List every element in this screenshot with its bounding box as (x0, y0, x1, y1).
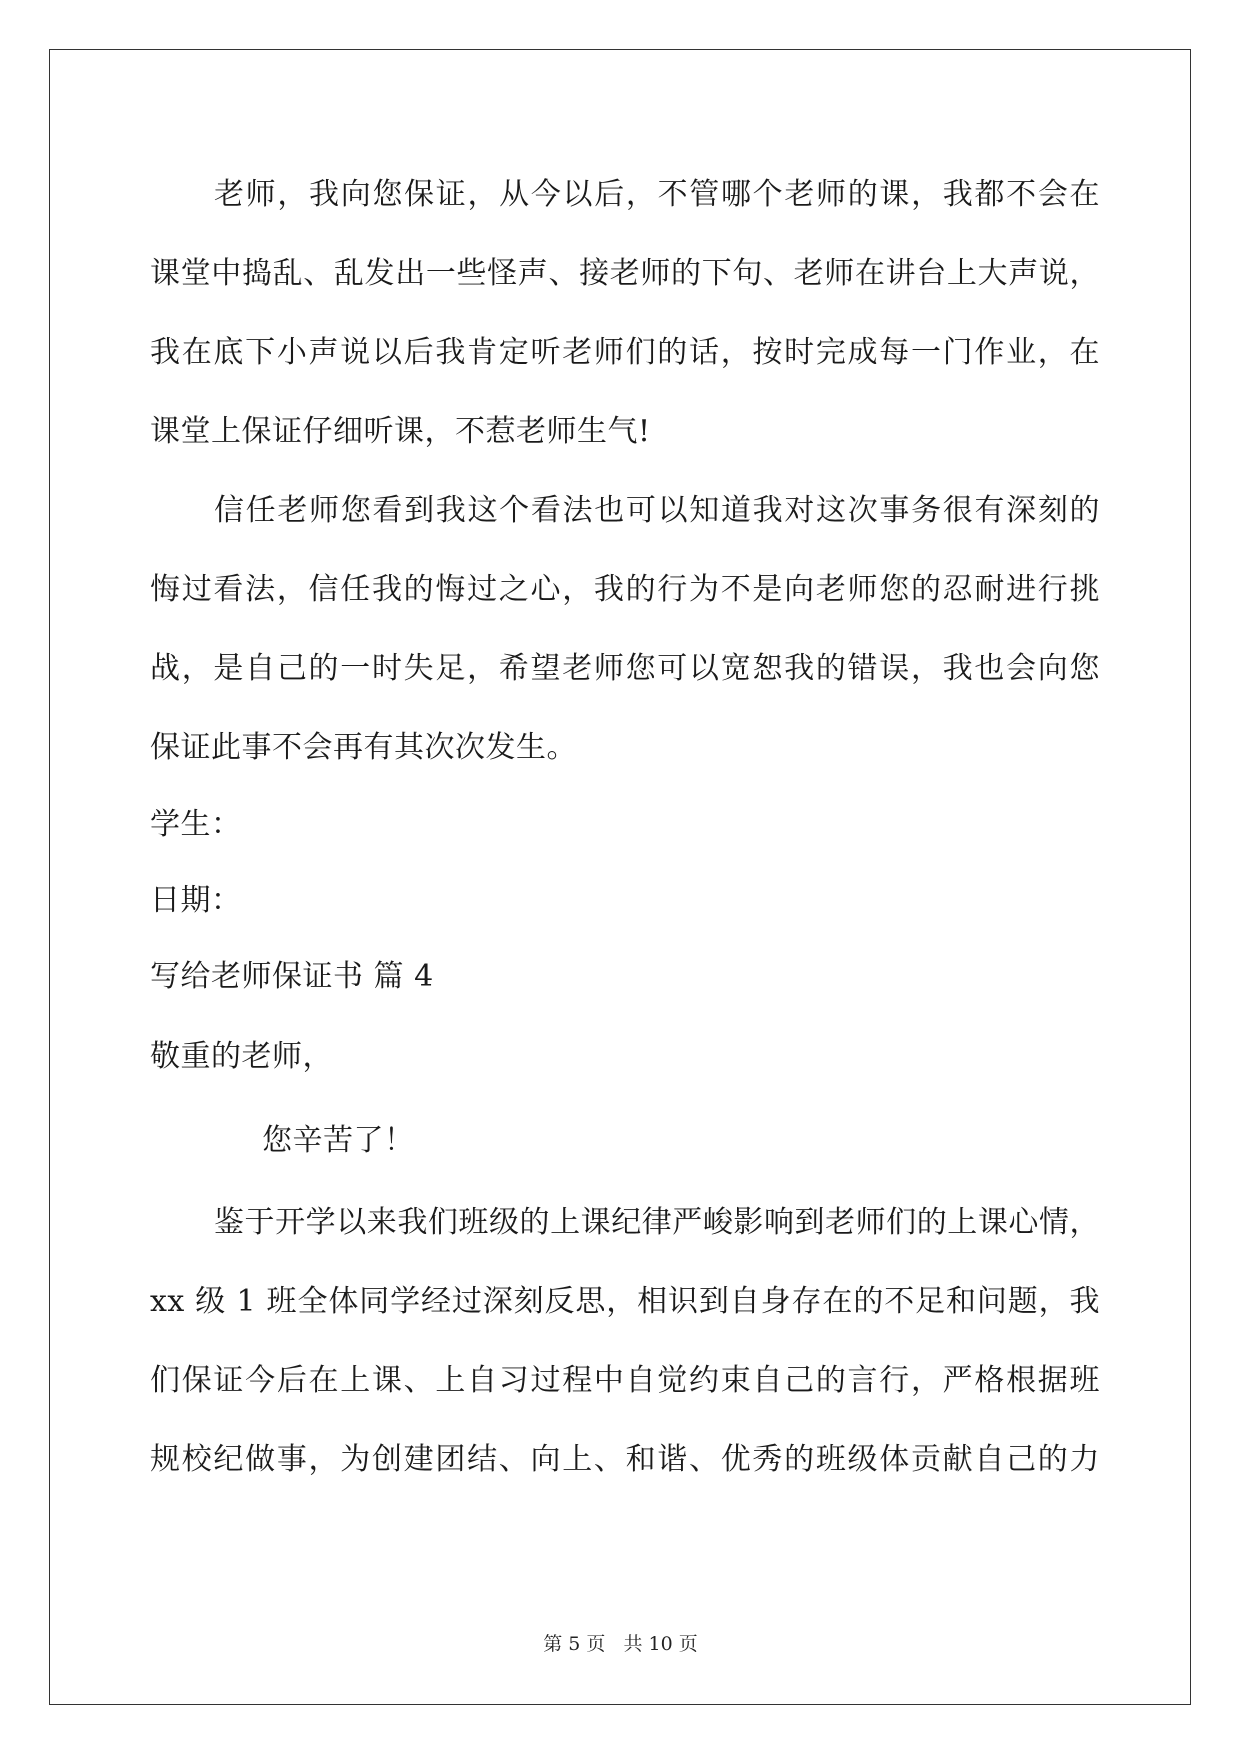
document-body (150, 155, 1100, 1499)
section-title: 写给老师保证书 篇 4 (150, 959, 434, 994)
greeting: 您辛苦了！ (262, 1123, 415, 1158)
paragraph-1-line-4: 课堂上保证仔细听课，不惹老师生气! (150, 414, 651, 449)
paragraph-1-line-1: 老师，我向您保证，从今以后，不管哪个老师的课，我都不会在 (214, 177, 1100, 212)
page-number: 第 5 页 (543, 1633, 606, 1655)
page-footer (0, 1629, 1241, 1656)
paragraph-2-line-1: 信任老师您看到我这个看法也可以知道我对这次事务很有深刻的 (214, 493, 1100, 528)
paragraph-3-line-1: 鉴于开学以来我们班级的上课纪律严峻影响到老师们的上课心情， (214, 1205, 1100, 1240)
paragraph-2-line-4: 保证此事不会再有其次次发生。 (150, 730, 577, 765)
page-total: 共 10 页 (623, 1633, 698, 1655)
paragraph-1-line-2: 课堂中捣乱、乱发出一些怪声、接老师的下句、老师在讲台上大声说， (150, 256, 1100, 291)
student-label: 学生： (150, 807, 242, 842)
paragraph-1-line-3: 我在底下小声说以后我肯定听老师们的话，按时完成每一门作业，在 (150, 335, 1100, 370)
paragraph-3-line-4: 规校纪做事，为创建团结、向上、和谐、优秀的班级体贡献自己的力 (150, 1442, 1100, 1477)
salutation: 敬重的老师， (150, 1039, 333, 1074)
paragraph-2-line-2: 悔过看法，信任我的悔过之心，我的行为不是向老师您的忍耐进行挑 (150, 572, 1100, 607)
paragraph-3-line-2: xx 级 1 班全体同学经过深刻反思，相识到自身存在的不足和问题，我 (150, 1284, 1100, 1319)
paragraph-2-line-3: 战，是自己的一时失足，希望老师您可以宽恕我的错误，我也会向您 (150, 651, 1100, 686)
paragraph-3-line-3: 们保证今后在上课、上自习过程中自觉约束自己的言行，严格根据班 (150, 1363, 1100, 1398)
date-label: 日期： (150, 883, 242, 918)
